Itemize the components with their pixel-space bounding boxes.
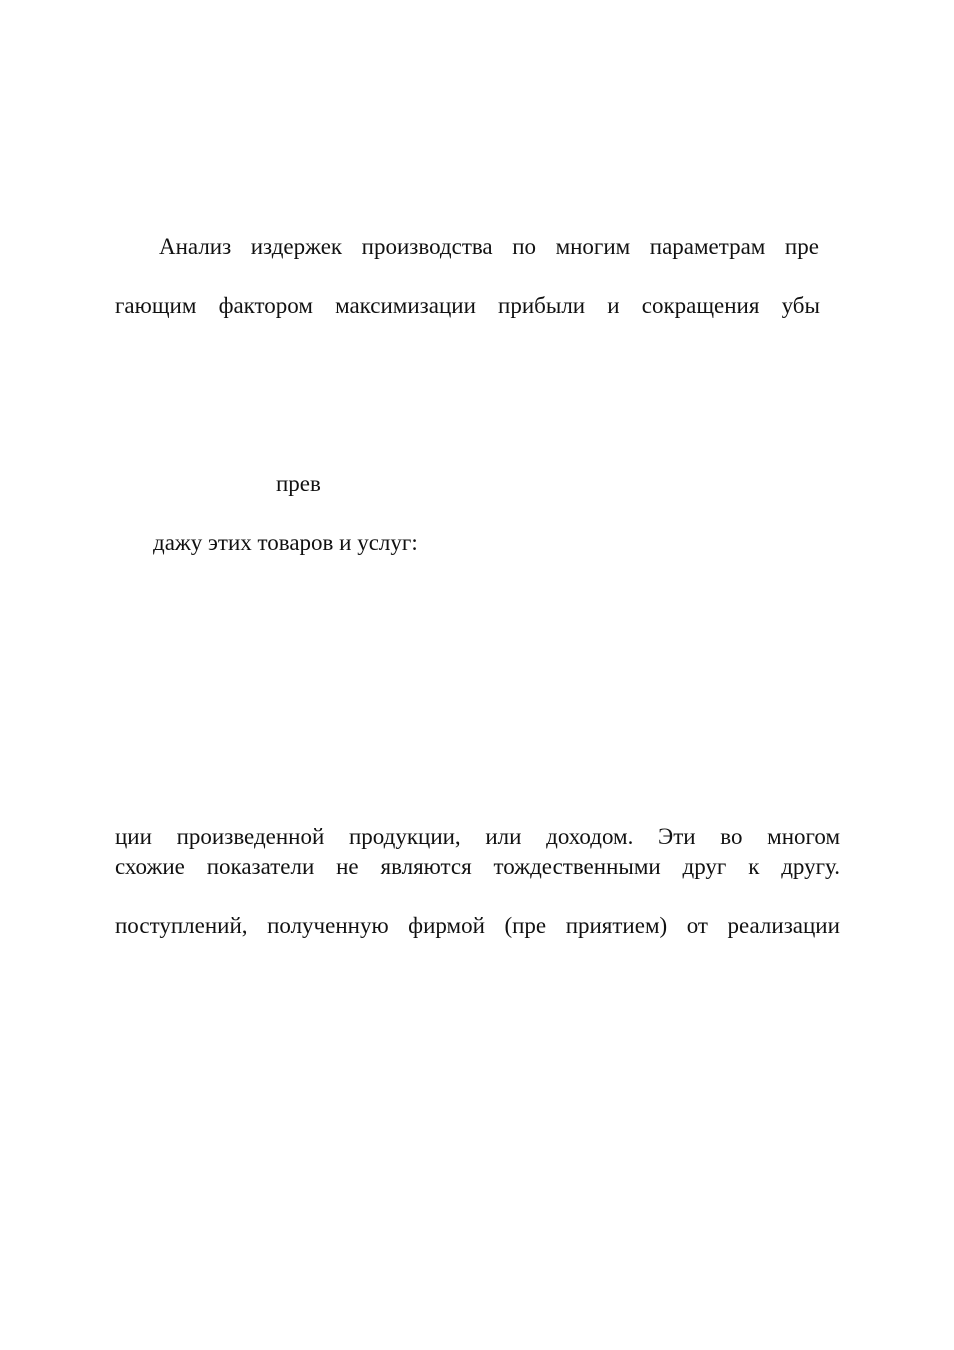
text-line-5 (115, 823, 840, 851)
word: другу. (781, 854, 840, 879)
word: схожие (115, 854, 185, 879)
word: продукции, (348, 824, 461, 849)
text-line-2 (115, 292, 820, 320)
word: прев (276, 471, 321, 496)
word: гающим (115, 293, 197, 318)
word: пре (784, 234, 819, 259)
word: тождественными (493, 854, 661, 879)
word: параметрам (649, 234, 766, 259)
word: произведенной (176, 824, 325, 849)
word: приятием) (565, 913, 668, 938)
text-line-6 (115, 853, 840, 881)
word: издержек (250, 234, 343, 259)
word: к (748, 854, 760, 879)
word: многом (767, 824, 840, 849)
word: сокращения (641, 293, 760, 318)
word: показатели (206, 854, 315, 879)
text-line-7 (115, 912, 840, 940)
text-line-1 (159, 233, 819, 261)
word: от (686, 913, 708, 938)
word: максимизации (335, 293, 476, 318)
word: (пре (504, 913, 547, 938)
word: производства (361, 234, 493, 259)
word: ции (115, 824, 152, 849)
word: по (512, 234, 537, 259)
text-line-4 (153, 529, 418, 557)
word: поступлений, (115, 913, 248, 938)
word: убы (781, 293, 820, 318)
word: являются (380, 854, 472, 879)
word: многим (555, 234, 631, 259)
word: прибыли (498, 293, 586, 318)
text-fragment: дажу этих товаров и услуг: (153, 530, 418, 555)
word: Эти (658, 824, 696, 849)
word: друг (682, 854, 727, 879)
word: фактором (218, 293, 313, 318)
word: не (336, 854, 359, 879)
word: и (607, 293, 620, 318)
word: Анализ (159, 234, 232, 259)
word: доходом. (546, 824, 634, 849)
word: реализации (727, 913, 840, 938)
word: во (720, 824, 743, 849)
word: или (485, 824, 522, 849)
word: фирмой (408, 913, 485, 938)
text-line-3 (276, 470, 321, 498)
word: полученную (267, 913, 389, 938)
